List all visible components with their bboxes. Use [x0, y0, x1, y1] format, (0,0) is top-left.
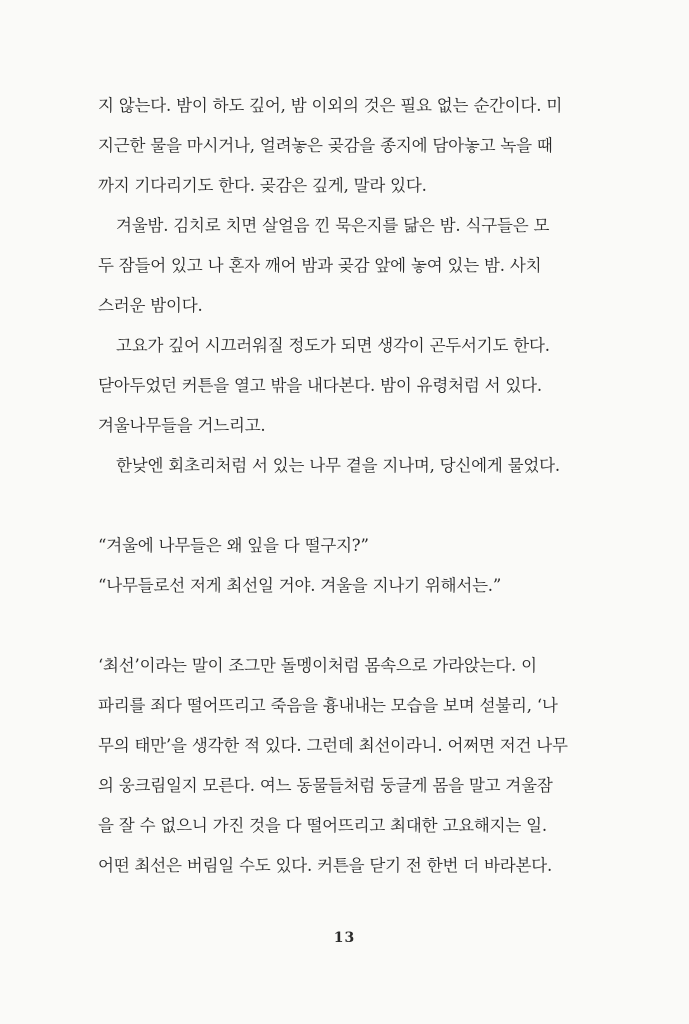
- text-line-16: 어떤 최선은 버림일 수도 있다. 커튼을 닫기 전 한번 더 바라본다.: [98, 856, 553, 875]
- text-line-7: 고요가 깊어 시끄러워질 정도가 되면 생각이 곤두서기도 한다.: [116, 336, 550, 355]
- page-number: 13: [333, 930, 356, 946]
- text-line-12: 파리를 죄다 떨어뜨리고 죽음을 흉내내는 모습을 보며 섣불리, ‘나: [98, 696, 558, 715]
- text-line-1: 지 않는다. 밤이 하도 깊어, 밤 이외의 것은 필요 없는 순간이다. 미: [98, 96, 563, 115]
- text-line-8: 닫아두었던 커튼을 열고 밖을 내다본다. 밤이 유령처럼 서 있다.: [98, 376, 542, 395]
- dialogue-line-2: “나무들로선 저게 최선일 거야. 겨울을 지나기 위해서는.”: [98, 576, 502, 595]
- text-line-9: 겨울나무들을 거느리고.: [98, 416, 266, 435]
- text-line-14: 의 웅크림일지 모른다. 여느 동물들처럼 둥글게 몸을 말고 겨울잠: [98, 776, 553, 795]
- text-line-3: 까지 기다리기도 한다. 곶감은 깊게, 말라 있다.: [98, 176, 427, 195]
- text-line-5: 두 잠들어 있고 나 혼자 깨어 밤과 곶감 앞에 놓여 있는 밤. 사치: [98, 256, 542, 275]
- text-line-13: 무의 태만’을 생각한 적 있다. 그런데 최선이라니. 어쩌면 저건 나무: [98, 736, 568, 755]
- text-line-10: 한낮엔 회초리처럼 서 있는 나무 곁을 지나며, 당신에게 물었다.: [116, 456, 560, 475]
- text-line-6: 스러운 밤이다.: [98, 296, 203, 315]
- text-line-4: 겨울밤. 김치로 치면 살얼음 낀 묵은지를 닮은 밤. 식구들은 모: [116, 216, 550, 235]
- text-line-2: 지근한 물을 마시거나, 얼려놓은 곶감을 종지에 담아놓고 녹을 때: [98, 136, 553, 155]
- text-line-15: 을 잘 수 없으니 가진 것을 다 떨어뜨리고 최대한 고요해지는 일.: [98, 816, 547, 835]
- text-line-11: ‘최선’이라는 말이 조그만 돌멩이처럼 몸속으로 가라앉는다. 이: [98, 656, 537, 675]
- dialogue-line-1: “겨울에 나무들은 왜 잎을 다 떨구지?”: [98, 536, 369, 555]
